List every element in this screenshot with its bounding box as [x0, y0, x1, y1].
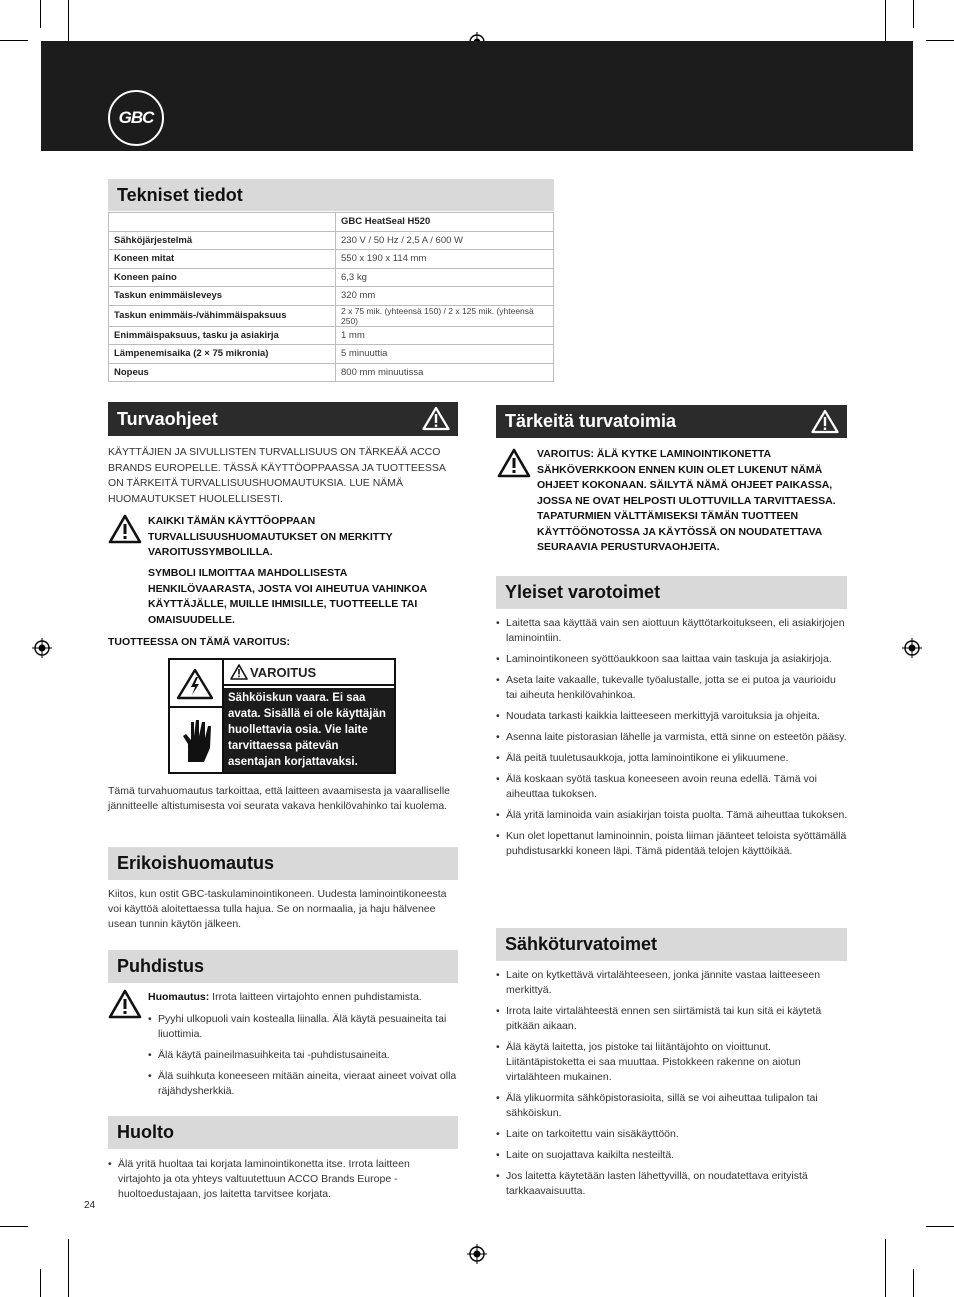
list-item: • Laite on suojattava kaikilta nesteiltä. — [496, 1148, 848, 1163]
warning-triangle-icon — [422, 406, 450, 431]
huolto-title: Huolto — [108, 1116, 458, 1149]
table-row — [109, 363, 554, 382]
label-title-text: VAROITUS — [250, 664, 317, 680]
list-item: • Jos laitetta käytetään lasten lähettyvillä, on noudatettava erityistä tarkkaavaisuutta. — [496, 1169, 848, 1199]
erikois-title: Erikoishuomautus — [108, 847, 458, 880]
label-body: Sähköiskun vaara. Ei saa avata. Sisällä ei ole käyttäjän huollettavia osia. Vie laite tarvittaessa pätevän asentajan korjattavaksi. — [224, 688, 394, 772]
table-row — [109, 345, 554, 364]
product-warning-label — [168, 658, 396, 774]
list-item: • Pyyhi ulkopuoli vain kostealla liinalla. Älä käytä pesuaineita tai liuottimia. — [148, 1012, 458, 1042]
list-item: • Laitetta saa käyttää vain sen aiottuun käyttötarkoitukseen, eli asiakirjojen laminointiin. — [496, 616, 848, 646]
registration-mark-icon — [467, 1244, 487, 1264]
warning-triangle-icon — [108, 989, 142, 1019]
note-text: Irrota laitteen virtajohto ennen puhdistamista. — [209, 991, 422, 1003]
sahko-list — [496, 968, 848, 1205]
list-item: • Älä käytä laitetta, jos pistoke tai liitäntäjohto on vioittunut. Liitäntäpistoketta ei saa muuttaa. Pistokkeen rakenne on aiotun virtalähteen mukainen. — [496, 1040, 848, 1085]
yleiset-list — [496, 616, 848, 865]
spec-value: 320 mm — [336, 287, 554, 306]
turvaohjeet-title — [108, 402, 458, 436]
crop-mark — [40, 0, 41, 28]
crop-mark — [913, 0, 914, 28]
table-row — [109, 326, 554, 345]
yleiset-title: Yleiset varotoimet — [496, 576, 847, 609]
spec-label: Koneen paino — [109, 268, 336, 287]
spec-value: 1 mm — [336, 326, 554, 345]
warning-explanation: Tämä turvahuomautus tarkoittaa, että laitteen avaamisesta ja vaaralliselle jännitteelle altistumisesta voi seurata vakava henkilövahinko tai kuolema. — [108, 785, 451, 812]
registration-mark-icon — [902, 638, 922, 658]
warning-triangle-icon — [108, 514, 142, 544]
spec-label: Taskun enimmäisleveys — [109, 287, 336, 306]
list-item: • Laminointikoneen syöttöaukkoon saa laittaa vain taskuja ja asiakirjoja. — [496, 652, 848, 667]
list-item: • Älä peitä tuuletusaukkoja, jotta laminointikone ei ylikuumene. — [496, 751, 848, 766]
warning-triangle-icon — [230, 664, 248, 680]
label-title — [224, 660, 394, 686]
crop-mark — [913, 1269, 914, 1297]
list-item: • Aseta laite vakaalle, tukevalle työalustalle, jotta se ei putoa ja vaurioidu tai aiheuta henkilövahinkoa. — [496, 673, 848, 703]
spec-label: Taskun enimmäis-/vähimmäispaksuus — [109, 305, 336, 326]
warning-triangle-icon — [497, 448, 531, 478]
turvaohjeet-intro: KÄYTTÄJIEN JA SIVULLISTEN TURVALLISUUS ON TÄRKEÄÄ ACCO BRANDS EUROPELLE. TÄSSÄ KÄYTTÖOPPAASSA JA TUOTTEESSA ON TÄRKEITÄ TURVALLISUUSHUOMAUTUKSIA. LUE NÄMÄ HUOMAUTUKSET HUOLELLISESTI. — [108, 446, 446, 505]
crop-mark — [926, 1226, 954, 1227]
product-warning-intro: TUOTTEESSA ON TÄMÄ VAROITUS: — [108, 636, 290, 648]
puhdistus-note — [148, 990, 458, 1005]
table-row — [109, 213, 554, 232]
spec-table — [108, 212, 554, 382]
list-item: • Älä koskaan syötä taskua koneeseen avoin reuna edellä. Tämä voi aiheuttaa tukoksen. — [496, 772, 848, 802]
shock-hand-icon — [176, 714, 216, 766]
spec-label: Koneen mitat — [109, 250, 336, 269]
table-row — [109, 231, 554, 250]
huolto-list — [108, 1157, 453, 1208]
list-item: • Älä yritä laminoida vain asiakirjan toista puolta. Tämä aiheuttaa tukoksen. — [496, 808, 848, 823]
spec-label: Sähköjärjestelmä — [109, 231, 336, 250]
list-item: • Laite on kytkettävä virtalähteeseen, jonka jännite vastaa laitteeseen merkittyä. — [496, 968, 848, 998]
spec-label: Enimmäispaksuus, tasku ja asiakirja — [109, 326, 336, 345]
list-item: • Laite on tarkoitettu vain sisäkäyttöön. — [496, 1127, 848, 1142]
list-item: • Asenna laite pistorasian lähelle ja varmista, että sinne on esteetön pääsy. — [496, 730, 848, 745]
crop-mark — [40, 1269, 41, 1297]
warning-triangle-icon — [811, 409, 839, 434]
registration-mark-icon — [32, 638, 52, 658]
tarkeita-title — [496, 405, 847, 438]
specs-title: Tekniset tiedot — [108, 179, 554, 211]
list-item: • Noudata tarkasti kaikkia laitteeseen merkittyjä varoituksia ja ohjeita. — [496, 709, 848, 724]
crop-mark — [0, 40, 28, 41]
electric-hazard-icon — [176, 668, 214, 700]
list-item: • Älä yritä huoltaa tai korjata laminointikonetta itse. Irrota laitteen virtajohto ja ota yhteys valtuutettuun ACCO Brands Europe -huoltoedustajaan, jos laitetta tarvitsee korjata. — [108, 1157, 453, 1202]
crop-mark — [885, 1239, 886, 1297]
table-row — [109, 305, 554, 326]
list-item: • Älä suihkuta koneeseen mitään aineita, vieraat aineet voivat olla räjähdysherkkiä. — [148, 1069, 458, 1099]
table-row — [109, 268, 554, 287]
puhdistus-title: Puhdistus — [108, 950, 458, 983]
list-item: • Älä ylikuormita sähköpistorasioita, sillä se voi aiheuttaa tulipalon tai sähköiskun. — [496, 1091, 848, 1121]
table-row — [109, 287, 554, 306]
spec-value: 6,3 kg — [336, 268, 554, 287]
erikois-text: Kiitos, kun ostit GBC-taskulaminointikoneen. Uudesta laminointikoneesta voi käyttöä aloitettaessa tulla hajua. Se on normaalia, ja haju hälvenee usean tunnin käytön jälkeen. — [108, 888, 447, 930]
tarkeita-warning: VAROITUS: ÄLÄ KYTKE LAMINOINTIKONETTA SÄHKÖVERKKOON ENNEN KUIN OLET LUKENUT NÄMÄ OHJEET KOKONAAN. SÄILYTÄ NÄMÄ OHJEET PAIKASSA, JOSSA NE OVAT HELPOSTI ULOTTUVILLA TARVITTAESSA. TAPATURMIEN VÄLTTÄMISEKSI TÄMÄN TUOTTEEN KÄYTTÖÖNOTOSSA JA KÄYTÖSSÄ ON NOUDATETTAVA SEURAAVIA PERUSTURVAOHJEITA. — [537, 448, 836, 553]
warning-text-2: SYMBOLI ILMOITTAA MAHDOLLISESTA HENKILÖVAARASTA, JOSTA VOI AIHEUTUA VAHINKOA KÄYTTÄJÄLLE, MUILLE IHMISILLE, TUOTTEELLE TAI OMAISUUDELLE. — [148, 567, 427, 626]
label-symbols — [170, 660, 224, 772]
section-title-text: Turvaohjeet — [117, 408, 218, 429]
page-number: 24 — [84, 1200, 96, 1211]
list-item: • Älä käytä paineilmasuihkeita tai -puhdistusaineita. — [148, 1048, 458, 1063]
crop-mark — [926, 40, 954, 41]
table-row — [109, 250, 554, 269]
spec-value: 230 V / 50 Hz / 2,5 A / 600 W — [336, 231, 554, 250]
list-item: • Irrota laite virtalähteestä ennen sen siirtämistä tai kun sitä ei käytetä pitkään aikaan. — [496, 1004, 848, 1034]
sahko-title: Sähköturvatoimet — [496, 928, 847, 961]
spec-label: Nopeus — [109, 363, 336, 382]
spec-value: 550 x 190 x 114 mm — [336, 250, 554, 269]
crop-mark — [68, 1239, 69, 1297]
spec-value: 5 minuuttia — [336, 345, 554, 364]
warning-text-1: KAIKKI TÄMÄN KÄYTTÖOPPAAN TURVALLISUUSHUOMAUTUKSET ON MERKITTY VAROITUSSYMBOLILLA. — [148, 515, 393, 558]
section-title-text: Tärkeitä turvatoimia — [505, 411, 677, 431]
spec-value: 2 x 75 mik. (yhteensä 150) / 2 x 125 mik. (yhteensä 250) — [336, 305, 554, 326]
spec-label: Lämpenemisaika (2 × 75 mikronia) — [109, 345, 336, 364]
crop-mark — [0, 1226, 28, 1227]
list-item: • Kun olet lopettanut laminoinnin, poista liiman jäänteet teloista syöttämällä puhdistusarkki koneen läpi. Tämä pidentää telojen käyttöikää. — [496, 829, 848, 859]
puhdistus-list — [148, 1012, 458, 1105]
spec-model: GBC HeatSeal H520 — [336, 213, 554, 232]
header-bar — [41, 41, 913, 151]
note-label: Huomautus: — [148, 991, 210, 1003]
spec-value: 800 mm minuutissa — [336, 363, 554, 382]
gbc-logo: GBC — [108, 90, 164, 146]
